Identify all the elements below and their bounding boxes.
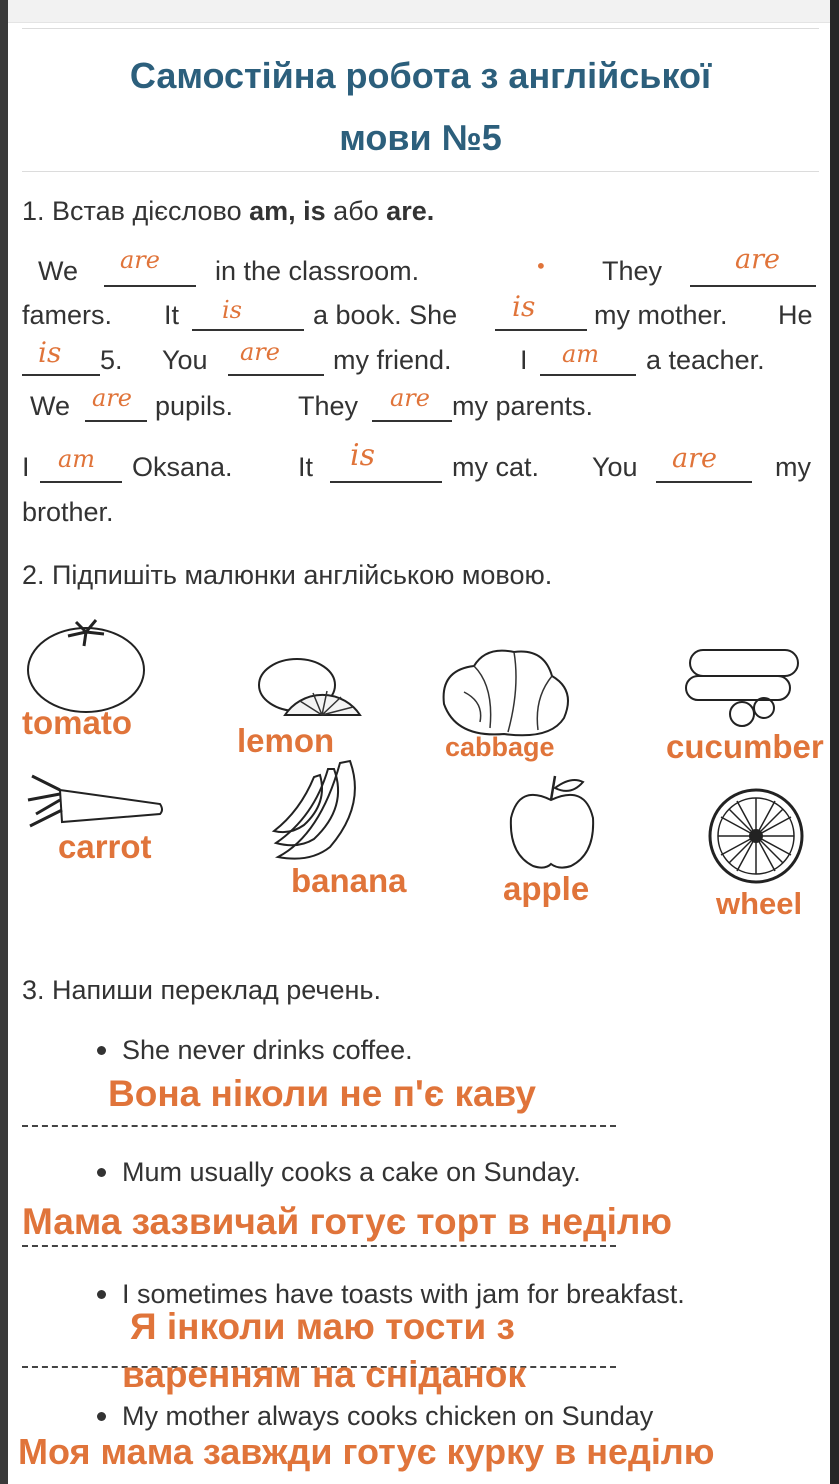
blank (495, 327, 587, 331)
sentence-1: She never drinks coffee. (122, 1035, 413, 1065)
handwritten-answer: are (390, 384, 430, 412)
handwritten-answer: is (350, 438, 375, 473)
blank (228, 372, 324, 376)
page-title-line1: Самостійна робота з англійської (129, 55, 712, 96)
handwritten-answer: am (562, 340, 600, 368)
handwritten-answer: is (512, 290, 536, 323)
divider-top (22, 28, 819, 29)
blank (85, 418, 147, 422)
text: famers. (22, 300, 113, 330)
handwritten-answer: are (120, 246, 160, 274)
translation-3-line2: варенням на сніданок (122, 1354, 526, 1395)
top-bar (0, 0, 839, 23)
text: We (30, 391, 71, 421)
page-title-line2: мови №5 (339, 117, 502, 158)
text: pupils. (155, 391, 234, 421)
text: my (775, 452, 811, 482)
left-edge (0, 0, 8, 1484)
bullet (97, 1168, 106, 1177)
blank (40, 479, 122, 483)
label-carrot: carrot (58, 828, 152, 865)
task1-heading: 1. Встав дієслово am, is або are. (22, 196, 435, 226)
text: It (298, 452, 314, 482)
label-cabbage: cabbage (445, 732, 555, 762)
translation-2: Мама зазвичай готує торт в неділю (22, 1201, 672, 1242)
text: I (520, 345, 528, 375)
cabbage-illustration (434, 642, 580, 742)
bullet (97, 1412, 106, 1421)
handwritten-answer: is (222, 296, 242, 324)
wheel-illustration (706, 786, 806, 886)
text: I (22, 452, 30, 482)
label-apple: apple (503, 870, 590, 907)
sentence-4: My mother always cooks chicken on Sunday (122, 1401, 654, 1431)
text: a book. She (313, 300, 458, 330)
handwritten-answer: is (38, 336, 62, 369)
text: You (592, 452, 638, 482)
label-lemon: lemon (237, 722, 335, 759)
text: a teacher. (646, 345, 765, 375)
blank (540, 372, 636, 376)
text: It (164, 300, 180, 330)
cucumber-illustration (680, 636, 808, 732)
task3-heading: 3. Напиши переклад речень. (22, 975, 381, 1005)
handwritten-answer: are (735, 244, 780, 275)
text: We (38, 256, 79, 286)
sentence-3: I sometimes have toasts with jam for breakfast. (122, 1279, 685, 1309)
dot-mark: • (535, 254, 547, 278)
label-banana: banana (291, 862, 407, 899)
bullet (97, 1290, 106, 1299)
blank (656, 479, 752, 483)
apple-illustration (505, 770, 597, 874)
handwritten-answer: are (672, 443, 717, 474)
bullet (97, 1046, 106, 1055)
text: They (298, 391, 359, 421)
text: my mother. (594, 300, 728, 330)
blank (372, 418, 452, 422)
handwritten-answer: are (92, 384, 132, 412)
translation-1: Вона ніколи не п'є каву (108, 1073, 536, 1114)
text: in the classroom. (215, 256, 420, 286)
label-wheel: wheel (716, 886, 803, 921)
text: my parents. (452, 391, 594, 421)
translation-4: Моя мама завжди готує курку в неділю (18, 1431, 715, 1472)
text: You (162, 345, 208, 375)
text: my cat. (452, 452, 540, 482)
text: He (778, 300, 813, 330)
tomato-illustration (24, 618, 148, 718)
right-edge (830, 0, 839, 1484)
handwritten-answer: am (58, 445, 96, 473)
divider-title (22, 171, 819, 172)
blank (104, 283, 196, 287)
sentence-2: Mum usually cooks a cake on Sunday. (122, 1157, 581, 1187)
label-tomato: tomato (22, 704, 132, 741)
task2-heading: 2. Підпишіть малюнки англійською мовою. (22, 560, 553, 590)
text: Oksana. (132, 452, 233, 482)
banana-illustration (270, 755, 370, 867)
answer-line (22, 1245, 616, 1247)
blank (330, 479, 442, 483)
handwritten-answer: are (240, 338, 280, 366)
blank (192, 327, 304, 331)
blank (690, 283, 816, 287)
text: my friend. (333, 345, 452, 375)
translation-3-line1: Я інколи маю тости з (130, 1306, 515, 1347)
text: 5. (100, 345, 123, 375)
text: They (602, 256, 663, 286)
blank (22, 372, 100, 376)
label-cucumber: cucumber (666, 728, 824, 765)
answer-line (22, 1125, 616, 1127)
text: brother. (22, 497, 114, 527)
